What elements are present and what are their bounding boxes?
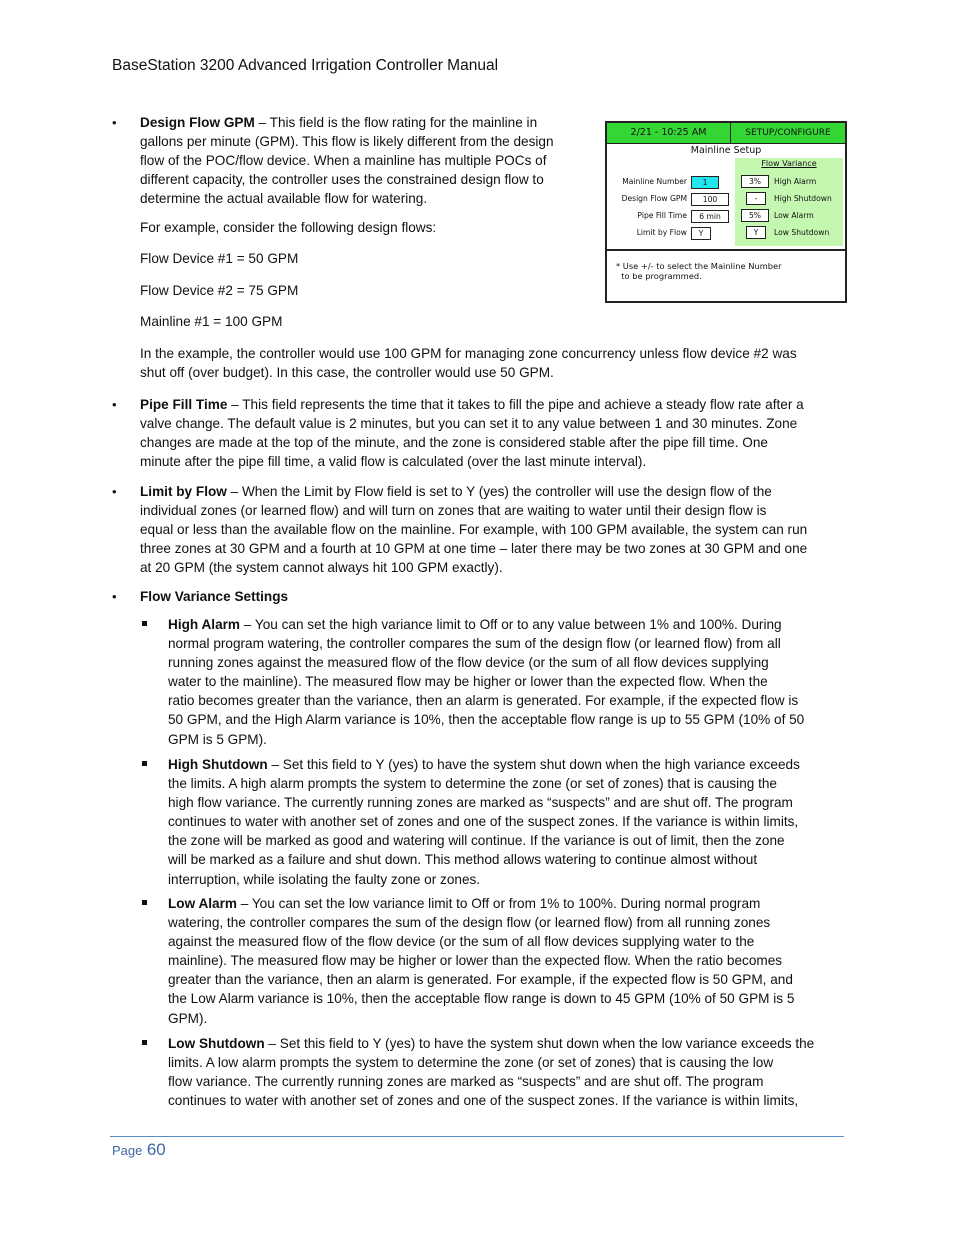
text-line: different capacity, the controller uses the constrained design flow to: [140, 172, 544, 188]
text-line: [168, 755, 844, 774]
bullet-marker: •: [112, 589, 117, 604]
field-value-mainline-number: 1: [691, 176, 719, 189]
text-span: – This field is the flow rating for the mainline in: [254, 115, 538, 130]
variance-value-low-shutdown: Y: [746, 226, 766, 239]
design-flow-paragraph: [140, 113, 590, 208]
flow-variance-title: Flow Variance: [761, 159, 817, 168]
text-line: mainline). The measured flow may be higher or lower than the expected flow. When the ratio becomes: [168, 953, 783, 969]
field-label-pipe-fill: Pipe Fill Time: [637, 211, 687, 220]
variance-value-high-shutdown: -: [746, 192, 766, 205]
example-result: [140, 344, 844, 382]
pipe-fill-paragraph: [140, 395, 844, 471]
text-line: GPM).: [168, 1010, 208, 1026]
high-alarm-paragraph: [168, 615, 844, 749]
screen-title: Mainline Setup: [690, 145, 762, 156]
field-value-limit-by-flow: Y: [691, 227, 711, 240]
text-line: will be marked as a failure and shut down. This method allows watering to continue almost without: [168, 852, 758, 868]
low-shutdown-paragraph: [168, 1034, 844, 1110]
text-line: running zones against the measured flow of the flow device (or the sum of all flow devices supplying: [168, 655, 769, 671]
text-line: In the example, the controller would use 100 GPM for managing zone concurrency unless flow device #2 was: [140, 346, 797, 361]
text-line: [140, 395, 844, 414]
flow-device-1: Flow Device #1 = 50 GPM: [140, 251, 299, 266]
design-flow-term: Design Flow GPM: [140, 115, 255, 130]
square-bullet: [142, 1040, 147, 1045]
high-alarm-term: High Alarm: [168, 617, 241, 632]
bullet-marker: •: [112, 115, 117, 130]
text-line: individual zones (or learned flow) and will turn on zones that are waiting to water until their design flow is: [140, 503, 767, 519]
text-line: continues to water with another set of zones and one of the suspect zones. If the variance is within limits,: [168, 814, 799, 830]
bullet-marker: •: [112, 397, 117, 412]
high-shutdown-paragraph: [168, 755, 844, 889]
flow-variance-panel: [735, 158, 843, 246]
text-line: changes are made at the top of the minute, and the zone is considered stable after the pipe fill time. One: [140, 435, 768, 451]
square-bullet: [142, 761, 147, 766]
variance-value-low-alarm: 5%: [741, 209, 769, 222]
text-line: flow variance. The currently running zones are marked as “suspects” and are shut off. The program: [168, 1074, 764, 1090]
text-line: shut off (over budget). In this case, the controller would use 50 GPM.: [140, 365, 554, 381]
pipe-fill-term: Pipe Fill Time: [140, 397, 228, 412]
mainline-setup-screen: [605, 121, 847, 303]
limit-flow-paragraph: [140, 482, 844, 577]
page-label: Page: [112, 1143, 143, 1158]
text-line: valve change. The default value is 2 minutes, but you can set it to any value between 1 and 30 minutes. Zone: [140, 416, 798, 432]
variance-label-low-shutdown: Low Shutdown: [774, 228, 830, 237]
text-span: – You can set the high variance limit to Off or to any value between 1% and 100%. During: [240, 617, 782, 632]
text-line: minute after the pipe fill time, a valid flow is calculated (over the last minute interval).: [140, 454, 647, 470]
field-label-mainline-number: Mainline Number: [622, 177, 687, 186]
page-footer: [112, 1140, 166, 1160]
screen-datetime: 2/21 - 10:25 AM: [607, 123, 731, 143]
text-span: – Set this field to Y (yes) to have the system shut down when the low variance exceeds the: [264, 1036, 815, 1051]
text-span: – Set this field to Y (yes) to have the system shut down when the high variance exceeds: [267, 757, 800, 772]
low-shutdown-term: Low Shutdown: [168, 1036, 265, 1051]
text-span: – This field represents the time that it takes to fill the pipe and achieve a steady flow rate after a: [227, 397, 804, 412]
variance-value-high-alarm: 3%: [741, 175, 769, 188]
text-line: [168, 1034, 844, 1053]
screen-status-bar: [607, 123, 845, 144]
text-line: normal program watering, the controller compares the sum of the design flow (or learned flow) from all: [168, 636, 781, 652]
field-label-limit-by-flow: Limit by Flow: [636, 228, 687, 237]
text-line: at 20 GPM (the system cannot always hit 100 GPM exactly).: [140, 560, 503, 576]
text-line: gallons per minute (GPM). This flow is likely different from the design: [140, 134, 554, 150]
screen-mode: SETUP/CONFIGURE: [745, 128, 831, 138]
flow-device-2: Flow Device #2 = 75 GPM: [140, 283, 299, 298]
text-line: the zone will be marked as good and watering will continue. If the variance is out of limit, then the zone: [168, 833, 785, 849]
text-span: – When the Limit by Flow field is set to Y (yes) the controller will use the design flow of the: [226, 484, 772, 499]
text-line: GPM is 5 GPM).: [168, 731, 267, 747]
text-line: high flow variance. The currently running zones are marked as “suspects” and are shut off. The program: [168, 795, 793, 811]
text-line: [140, 482, 844, 501]
screen-note: * Use +/- to select the Mainline Number to be programmed.: [616, 261, 782, 281]
example-intro: For example, consider the following design flows:: [140, 220, 437, 235]
text-line: greater than the variance, then an alarm is generated. For example, if the expected flow is 50 GPM, and: [168, 972, 793, 988]
low-alarm-paragraph: [168, 894, 844, 1028]
high-shutdown-term: High Shutdown: [168, 757, 268, 772]
text-line: [140, 113, 590, 132]
text-line: 50 GPM, and the High Alarm variance is 10%, then the acceptable flow range is up to 55 GPM (10% of 50: [168, 712, 805, 728]
field-label-design-flow: Design Flow GPM: [621, 194, 687, 203]
text-line: flow of the POC/flow device. When a mainline has multiple POCs of: [140, 153, 547, 169]
variance-settings-heading: Flow Variance Settings: [140, 589, 289, 604]
text-line: continues to water with another set of zones and one of the suspect zones. If the variance is within limits,: [168, 1093, 799, 1109]
screen-divider: [607, 249, 845, 251]
text-line: [168, 894, 844, 913]
variance-label-high-alarm: High Alarm: [774, 177, 817, 186]
text-line: watering, the controller compares the sum of the design flow (or learned flow) from all running zones: [168, 915, 771, 931]
mainline-flow: Mainline #1 = 100 GPM: [140, 314, 283, 329]
text-line: three zones at 30 GPM and a fourth at 10 GPM at one time – later there may be two zones at 30 GPM and one: [140, 541, 808, 557]
text-span: – You can set the low variance limit to Off or from 1% to 100%. During normal program: [236, 896, 761, 911]
field-value-pipe-fill: 6 min: [691, 210, 729, 223]
limit-flow-term: Limit by Flow: [140, 484, 227, 499]
variance-label-high-shutdown: High Shutdown: [774, 194, 832, 203]
square-bullet: [142, 621, 147, 626]
text-line: [168, 615, 844, 634]
page-number: 60: [146, 1140, 166, 1159]
text-line: limits. A low alarm prompts the system to determine the zone (or set of zones) that is causing the low: [168, 1055, 774, 1071]
bullet-marker: •: [112, 484, 117, 499]
text-line: against the measured flow of the flow device (or the sum of all flow devices supplying water to the: [168, 934, 755, 950]
variance-label-low-alarm: Low Alarm: [774, 211, 814, 220]
text-line: the Low Alarm variance is 10%, then the acceptable flow range is down to 45 GPM (10% of 50 GPM is 5: [168, 991, 795, 1007]
text-line: determine the actual available flow for watering.: [140, 191, 428, 207]
document-header-title: BaseStation 3200 Advanced Irrigation Controller Manual: [112, 57, 499, 74]
text-line: equal or less than the available flow on the mainline. For example, with 100 GPM available, the system can run: [140, 522, 808, 538]
square-bullet: [142, 900, 147, 905]
field-value-design-flow: 100: [691, 193, 729, 206]
low-alarm-term: Low Alarm: [168, 896, 237, 911]
text-line: water to the mainline). The measured flow may be higher or lower than the expected flow. When the: [168, 674, 768, 690]
text-line: interruption, while isolating the faulty zone or zones.: [168, 871, 481, 887]
footer-rule: [110, 1136, 844, 1137]
text-line: the limits. A high alarm prompts the system to determine the zone (or set of zones) that is causing the: [168, 776, 777, 792]
text-line: ratio becomes greater than the variance, then an alarm is generated. For example, if the expected flow is: [168, 693, 799, 709]
